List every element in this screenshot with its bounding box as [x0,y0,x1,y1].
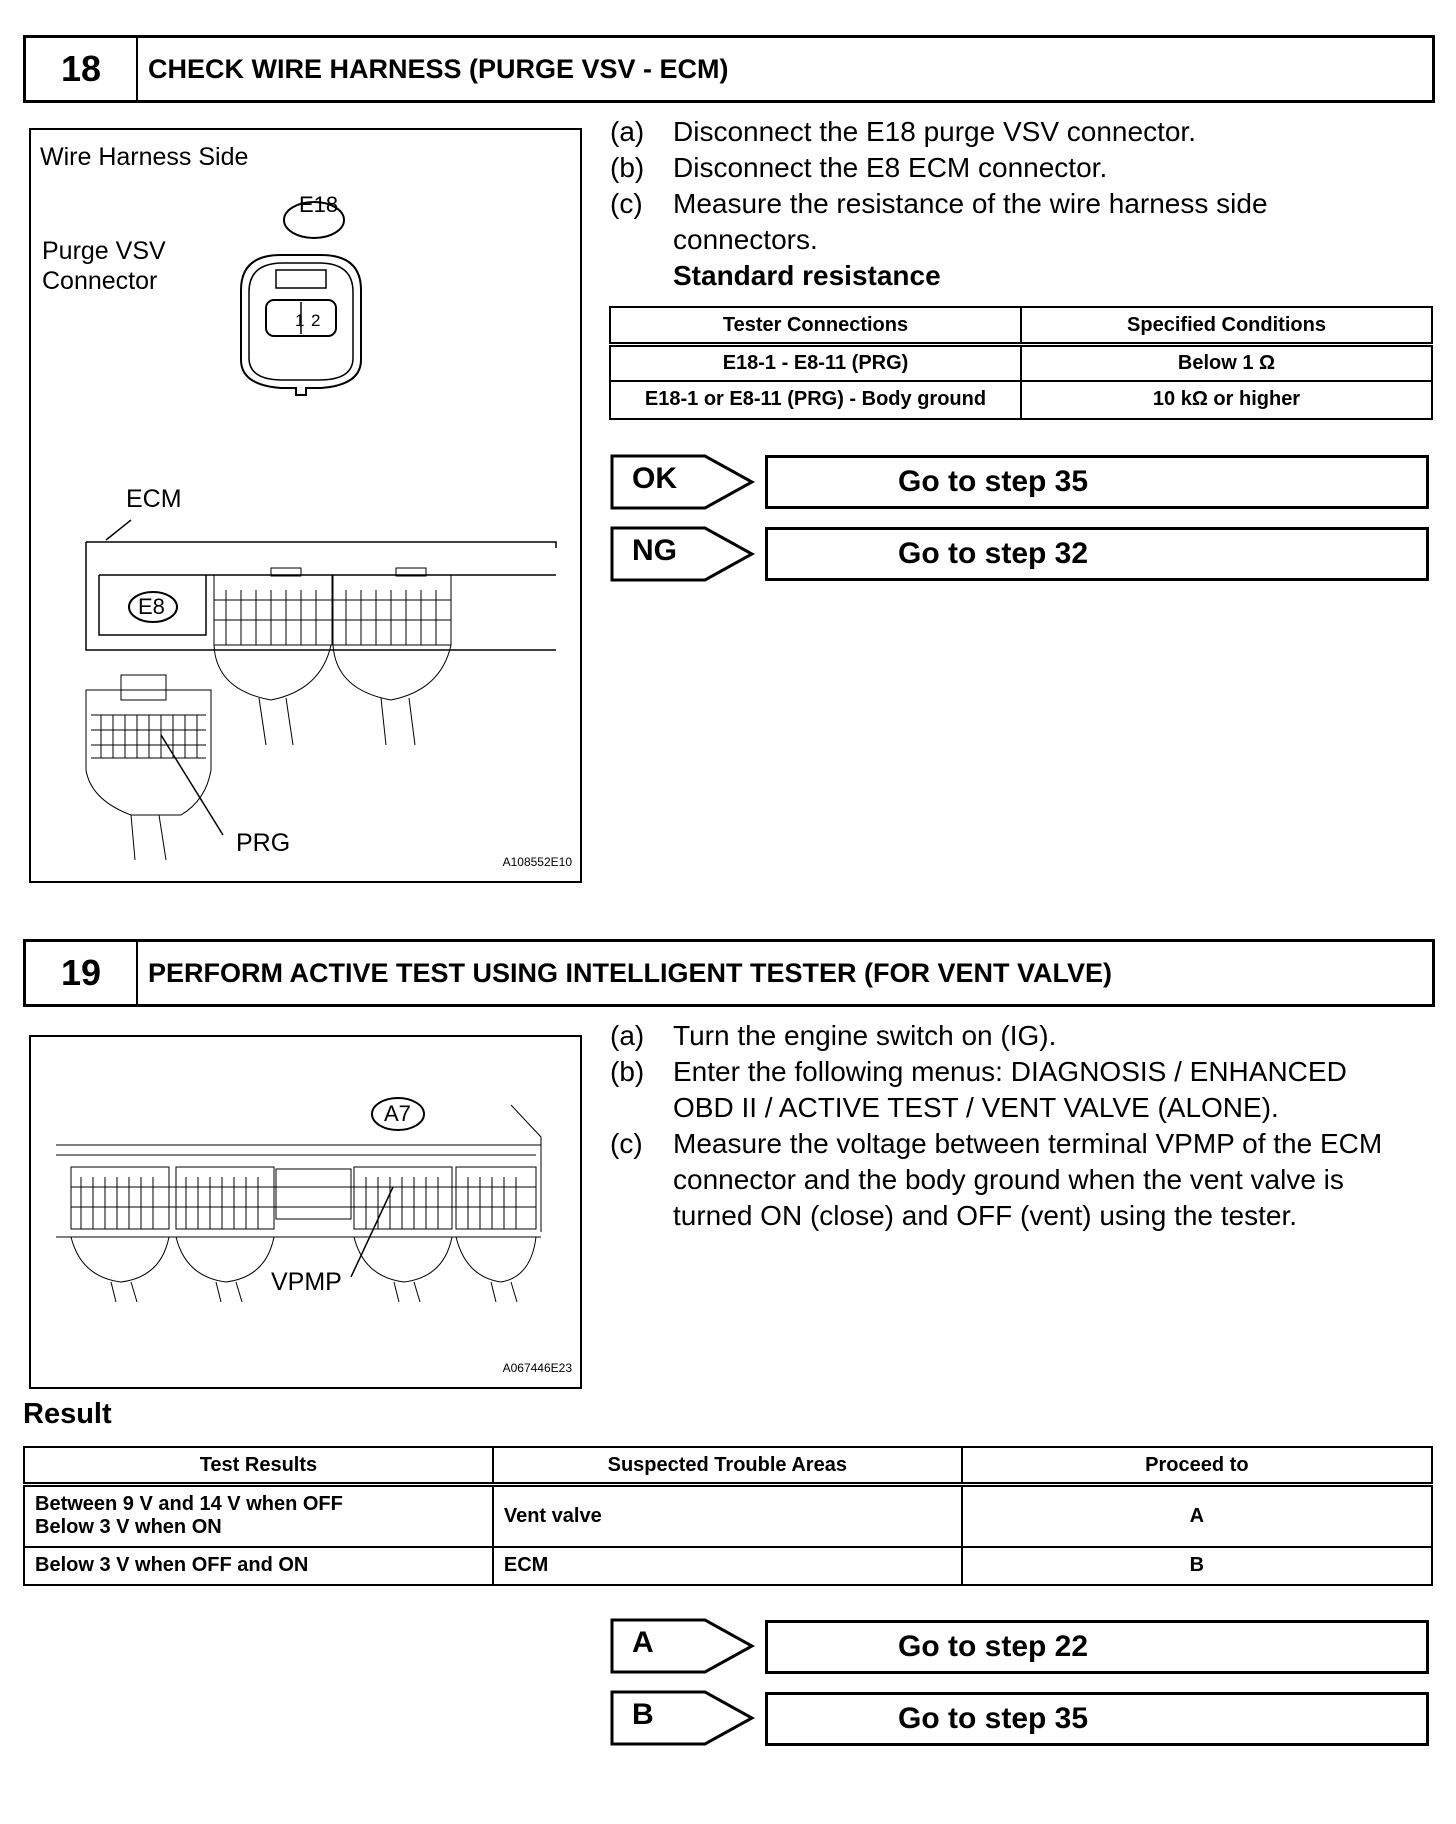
instruction-a: (a) Disconnect the E18 purge VSV connector. [610,116,1196,147]
step-19-instructions [610,1018,1430,1234]
prg-terminal-label: PRG [236,829,291,857]
connector-id-e8: E8 [138,594,165,619]
b-result-tag: B [610,1690,755,1746]
purge-vsv-label: Purge VSV [42,237,166,265]
table-row: E18-1 - E8-11 (PRG) Below 1 Ω [610,345,1432,381]
table-row: Below 3 V when OFF and ON ECM B [24,1547,1432,1585]
figure-code: A108552E10 [502,855,572,869]
table-row: E18-1 or E8-11 (PRG) - Body ground 10 kΩ or higher [610,381,1432,419]
step-title: PERFORM ACTIVE TEST USING INTELLIGENT TESTER (FOR VENT VALVE) [148,957,1113,988]
step-18-instructions [610,114,1430,294]
step-19-header [23,939,1435,1007]
connector-label: Connector [42,267,158,295]
ecm-label: ECM [126,485,182,513]
pin-2-label: 2 [311,311,321,330]
ecm-connector-drawing [31,1037,580,1387]
go-to-step-35-button[interactable]: Go to step 35 [765,1692,1429,1746]
wire-harness-side-label: Wire Harness Side [40,143,249,171]
instruction-c: (c) Measure the resistance of the wire harness side connectors. [610,188,1268,255]
go-to-step-35-button[interactable]: Go to step 35 [765,455,1429,509]
go-to-step-32-button[interactable]: Go to step 32 [765,527,1429,581]
connector-id-a7: A7 [384,1101,411,1126]
standard-resistance-label: Standard resistance [673,260,941,291]
wire-harness-figure [29,128,582,883]
instruction-b: (b) Disconnect the E8 ECM connector. [610,152,1108,183]
pin-1-label: 1 [295,311,305,330]
column-header: Test Results [24,1447,493,1485]
column-header: Specified Conditions [1021,307,1432,345]
column-header: Suspected Trouble Areas [493,1447,962,1485]
instruction-b: (b) Enter the following menus: DIAGNOSIS / ENHANCED OBD II / ACTIVE TEST / VENT VALVE (ALONE). [610,1056,1347,1123]
column-header: Proceed to [962,1447,1432,1485]
resistance-table [609,306,1433,420]
column-header: Tester Connections [610,307,1021,345]
table-row: Between 9 V and 14 V when OFF Below 3 V when ON Vent valve A [24,1485,1432,1547]
step-18-header [23,35,1435,103]
step-title: CHECK WIRE HARNESS (PURGE VSV - ECM) [148,53,729,84]
connector-id-e18: E18 [299,192,339,217]
instruction-a: (a) Turn the engine switch on (IG). [610,1020,1057,1051]
step-number: 19 [26,942,138,1004]
ng-result-tag: NG [610,526,755,582]
figure-code: A067446E23 [502,1361,572,1375]
ok-result-tag: OK [610,454,755,510]
instruction-c: (c) Measure the voltage between terminal VPMP of the ECM connector and the body ground when the vent valve is turned ON (close) and OFF (vent) using the tester. [610,1128,1383,1231]
connector-drawings [31,130,580,881]
a-result-tag: A [610,1618,755,1674]
go-to-step-22-button[interactable]: Go to step 22 [765,1620,1429,1674]
vpmp-terminal-label: VPMP [271,1268,342,1296]
result-heading: Result [23,1398,112,1430]
ecm-connector-figure [29,1035,582,1389]
step-number: 18 [26,38,138,100]
result-table [23,1446,1433,1586]
